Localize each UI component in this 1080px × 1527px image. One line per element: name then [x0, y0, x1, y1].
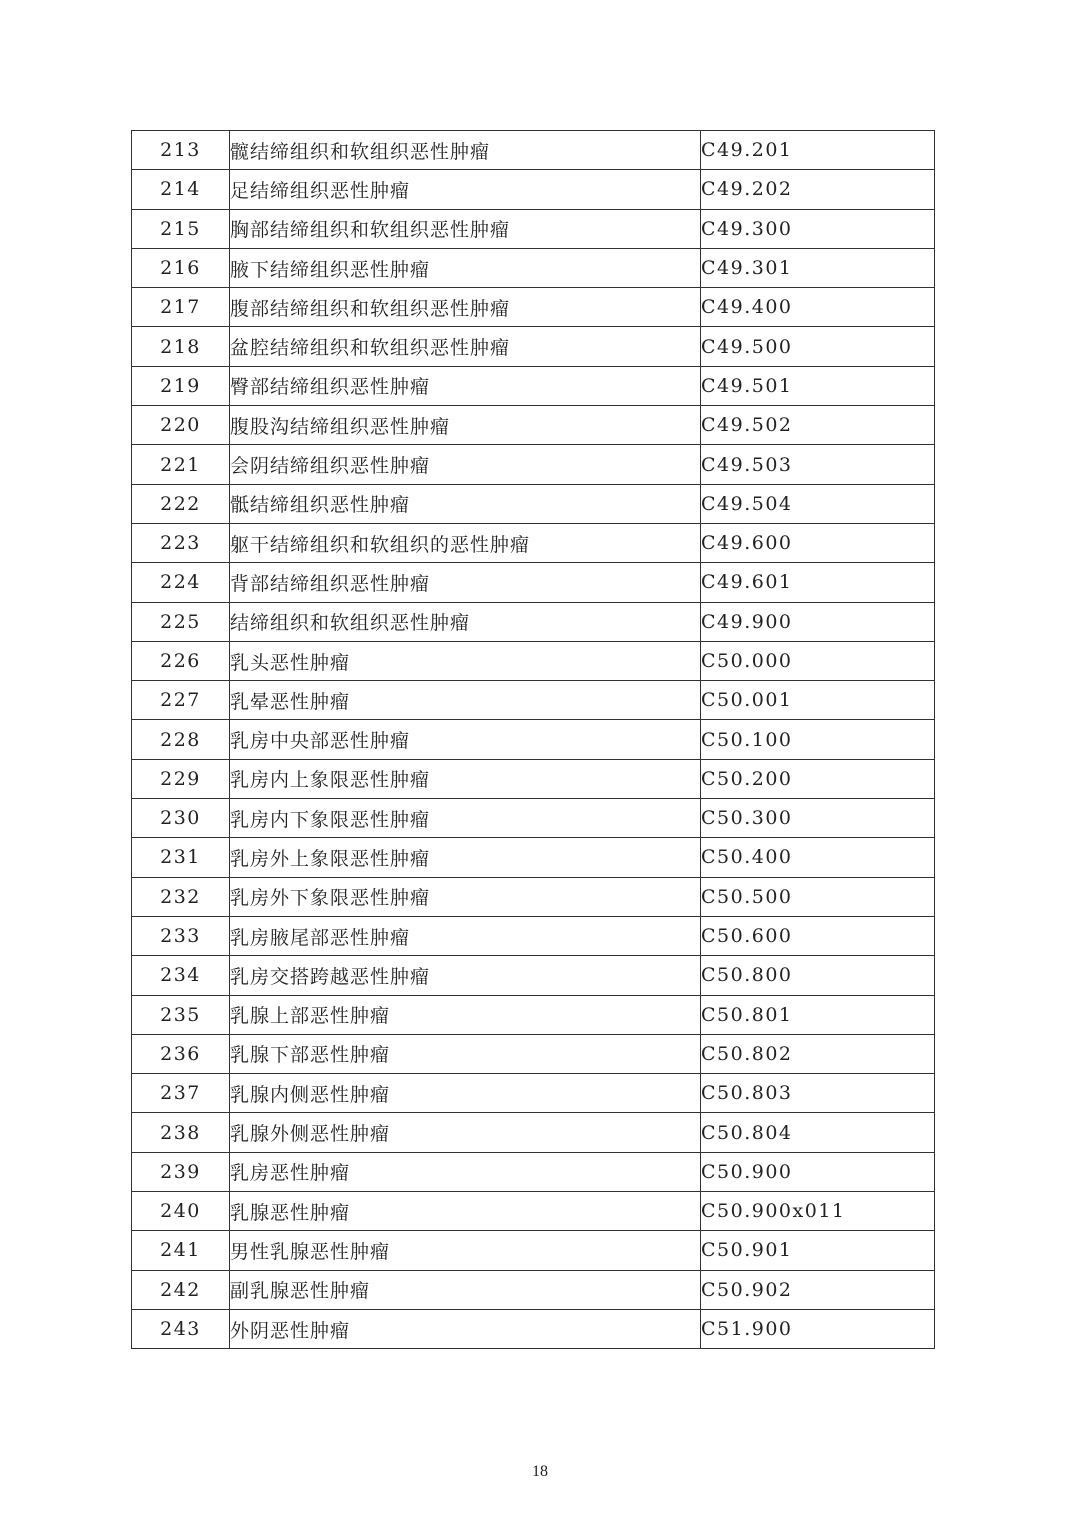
disease-name-cell: 乳房内下象限恶性肿瘤: [230, 799, 701, 838]
table-row: [132, 209, 935, 248]
table-row: [132, 131, 935, 170]
row-number-cell: 240: [132, 1192, 230, 1231]
table-row: [132, 406, 935, 445]
row-number-cell: 237: [132, 1074, 230, 1113]
diagnosis-code-cell: C50.001: [701, 681, 935, 720]
row-number-cell: 214: [132, 170, 230, 209]
diagnosis-code-cell: C50.901: [701, 1231, 935, 1270]
diagnosis-code-cell: C49.600: [701, 523, 935, 562]
row-number-cell: 217: [132, 288, 230, 327]
diagnosis-code-cell: C49.501: [701, 366, 935, 405]
disease-name-cell: 背部结缔组织恶性肿瘤: [230, 563, 701, 602]
disease-name-cell: 骶结缔组织恶性肿瘤: [230, 484, 701, 523]
table-row: [132, 759, 935, 798]
disease-name-cell: 乳腺内侧恶性肿瘤: [230, 1074, 701, 1113]
table-row: [132, 1152, 935, 1191]
table-row: [132, 1231, 935, 1270]
diagnosis-code-cell: C49.301: [701, 248, 935, 287]
table-row: [132, 641, 935, 680]
row-number-cell: 231: [132, 838, 230, 877]
diagnosis-code-cell: C50.200: [701, 759, 935, 798]
disease-name-cell: 副乳腺恶性肿瘤: [230, 1270, 701, 1309]
row-number-cell: 241: [132, 1231, 230, 1270]
disease-name-cell: 乳腺恶性肿瘤: [230, 1192, 701, 1231]
diagnosis-code-cell: C49.504: [701, 484, 935, 523]
disease-name-cell: 盆腔结缔组织和软组织恶性肿瘤: [230, 327, 701, 366]
row-number-cell: 222: [132, 484, 230, 523]
disease-name-cell: 乳房恶性肿瘤: [230, 1152, 701, 1191]
row-number-cell: 223: [132, 523, 230, 562]
row-number-cell: 219: [132, 366, 230, 405]
diagnosis-code-cell: C49.300: [701, 209, 935, 248]
row-number-cell: 215: [132, 209, 230, 248]
diagnosis-code-cell: C50.803: [701, 1074, 935, 1113]
table-row: [132, 445, 935, 484]
table-row: [132, 170, 935, 209]
table-row: [132, 1309, 935, 1348]
disease-name-cell: 乳房内上象限恶性肿瘤: [230, 759, 701, 798]
diagnosis-code-table: [131, 130, 935, 1349]
disease-name-cell: 会阴结缔组织恶性肿瘤: [230, 445, 701, 484]
diagnosis-code-cell: C49.503: [701, 445, 935, 484]
row-number-cell: 225: [132, 602, 230, 641]
table-row: [132, 288, 935, 327]
diagnosis-code-cell: C50.100: [701, 720, 935, 759]
row-number-cell: 227: [132, 681, 230, 720]
row-number-cell: 233: [132, 916, 230, 955]
disease-name-cell: 乳房腋尾部恶性肿瘤: [230, 916, 701, 955]
table-row: [132, 1034, 935, 1073]
disease-name-cell: 乳房外下象限恶性肿瘤: [230, 877, 701, 916]
disease-name-cell: 髋结缔组织和软组织恶性肿瘤: [230, 131, 701, 170]
row-number-cell: 216: [132, 248, 230, 287]
diagnosis-code-cell: C49.202: [701, 170, 935, 209]
table-row: [132, 956, 935, 995]
diagnosis-code-cell: C49.500: [701, 327, 935, 366]
page-number: 18: [532, 1463, 548, 1480]
disease-name-cell: 腹股沟结缔组织恶性肿瘤: [230, 406, 701, 445]
disease-name-cell: 乳腺上部恶性肿瘤: [230, 995, 701, 1034]
row-number-cell: 213: [132, 131, 230, 170]
diagnosis-code-cell: C50.600: [701, 916, 935, 955]
disease-name-cell: 腹部结缔组织和软组织恶性肿瘤: [230, 288, 701, 327]
row-number-cell: 229: [132, 759, 230, 798]
table-row: [132, 563, 935, 602]
disease-name-cell: 足结缔组织恶性肿瘤: [230, 170, 701, 209]
disease-name-cell: 臀部结缔组织恶性肿瘤: [230, 366, 701, 405]
disease-name-cell: 乳房外上象限恶性肿瘤: [230, 838, 701, 877]
table-row: [132, 995, 935, 1034]
disease-name-cell: 胸部结缔组织和软组织恶性肿瘤: [230, 209, 701, 248]
disease-name-cell: 外阴恶性肿瘤: [230, 1309, 701, 1348]
table-row: [132, 720, 935, 759]
row-number-cell: 226: [132, 641, 230, 680]
table-row: [132, 1270, 935, 1309]
diagnosis-code-cell: C50.400: [701, 838, 935, 877]
row-number-cell: 234: [132, 956, 230, 995]
table-row: [132, 1192, 935, 1231]
row-number-cell: 232: [132, 877, 230, 916]
row-number-cell: 230: [132, 799, 230, 838]
table-row: [132, 838, 935, 877]
disease-name-cell: 乳晕恶性肿瘤: [230, 681, 701, 720]
row-number-cell: 218: [132, 327, 230, 366]
diagnosis-code-cell: C49.201: [701, 131, 935, 170]
row-number-cell: 220: [132, 406, 230, 445]
disease-name-cell: 乳头恶性肿瘤: [230, 641, 701, 680]
row-number-cell: 224: [132, 563, 230, 602]
table-row: [132, 1113, 935, 1152]
diagnosis-code-cell: C50.000: [701, 641, 935, 680]
disease-name-cell: 乳房交搭跨越恶性肿瘤: [230, 956, 701, 995]
table-row: [132, 484, 935, 523]
table-row: [132, 327, 935, 366]
diagnosis-code-cell: C50.900: [701, 1152, 935, 1191]
table-body: [132, 131, 935, 1349]
disease-name-cell: 乳腺外侧恶性肿瘤: [230, 1113, 701, 1152]
diagnosis-code-cell: C51.900: [701, 1309, 935, 1348]
disease-name-cell: 躯干结缔组织和软组织的恶性肿瘤: [230, 523, 701, 562]
row-number-cell: 228: [132, 720, 230, 759]
row-number-cell: 235: [132, 995, 230, 1034]
row-number-cell: 243: [132, 1309, 230, 1348]
diagnosis-code-cell: C50.801: [701, 995, 935, 1034]
table-row: [132, 248, 935, 287]
diagnosis-code-cell: C49.900: [701, 602, 935, 641]
table-row: [132, 916, 935, 955]
table-row: [132, 877, 935, 916]
diagnosis-code-cell: C50.300: [701, 799, 935, 838]
row-number-cell: 236: [132, 1034, 230, 1073]
disease-name-cell: 乳房中央部恶性肿瘤: [230, 720, 701, 759]
disease-name-cell: 乳腺下部恶性肿瘤: [230, 1034, 701, 1073]
diagnosis-code-cell: C50.800: [701, 956, 935, 995]
disease-name-cell: 腋下结缔组织恶性肿瘤: [230, 248, 701, 287]
table-row: [132, 1074, 935, 1113]
disease-name-cell: 男性乳腺恶性肿瘤: [230, 1231, 701, 1270]
diagnosis-code-cell: C50.900x011: [701, 1192, 935, 1231]
diagnosis-code-cell: C50.500: [701, 877, 935, 916]
disease-name-cell: 结缔组织和软组织恶性肿瘤: [230, 602, 701, 641]
row-number-cell: 221: [132, 445, 230, 484]
table-row: [132, 602, 935, 641]
table-row: [132, 681, 935, 720]
diagnosis-code-cell: C49.601: [701, 563, 935, 602]
diagnosis-code-cell: C50.902: [701, 1270, 935, 1309]
diagnosis-code-cell: C49.400: [701, 288, 935, 327]
row-number-cell: 242: [132, 1270, 230, 1309]
table-row: [132, 523, 935, 562]
table-row: [132, 366, 935, 405]
row-number-cell: 239: [132, 1152, 230, 1191]
table-row: [132, 799, 935, 838]
diagnosis-code-cell: C50.802: [701, 1034, 935, 1073]
diagnosis-code-cell: C50.804: [701, 1113, 935, 1152]
row-number-cell: 238: [132, 1113, 230, 1152]
diagnosis-code-cell: C49.502: [701, 406, 935, 445]
